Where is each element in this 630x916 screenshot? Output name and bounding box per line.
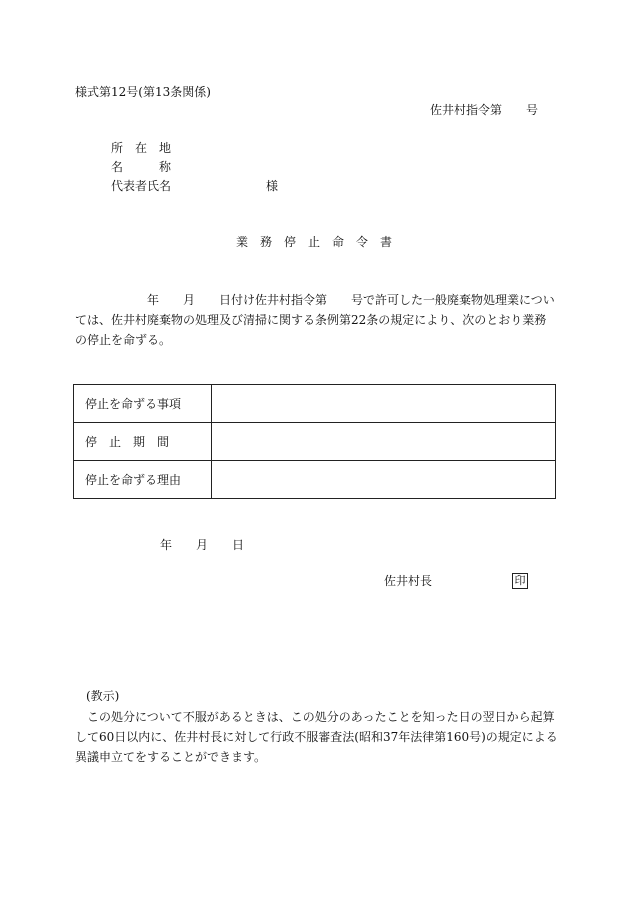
issuer-title: 佐井村長 [384, 574, 433, 588]
row-value-reason [212, 461, 556, 499]
representative-label: 代表者氏名 [111, 179, 172, 193]
instruction-text: この処分について不服があるときは、この処分のあったことを知った日の翌日から起算して60日以内に、佐井村長に対して行政不服審査法(昭和37年法律第160号)の規定による異議申立てをすることができます。 [75, 710, 558, 764]
table-row [74, 385, 556, 423]
document-title: 業 務 停 止 命 令 書 [236, 235, 393, 249]
name-label: 名 称 [111, 160, 172, 174]
order-table [73, 384, 556, 499]
instruction-heading: (教示) [86, 689, 120, 703]
seal-mark: 印 [512, 573, 528, 589]
table-row [74, 423, 556, 461]
document-number: 佐井村指令第 号 [430, 103, 539, 117]
honorific: 様 [266, 179, 279, 193]
row-label-period: 停 止 期 間 [74, 423, 212, 461]
body-paragraph: 年 月 日付け佐井村指令第 号で許可した一般廃棄物処理業については、佐井村廃棄物の処理及び清掃に関する条例第22条の規定により、次のとおり業務の停止を命ずる。 [75, 293, 555, 347]
issue-date: 年 月 日 [160, 538, 245, 552]
form-number: 様式第12号(第13条関係) [75, 85, 211, 99]
location-label: 所 在 地 [111, 141, 172, 155]
row-label-matter: 停止を命ずる事項 [74, 385, 212, 423]
row-value-matter [212, 385, 556, 423]
row-value-period [212, 423, 556, 461]
table-row [74, 461, 556, 499]
row-label-reason: 停止を命ずる理由 [74, 461, 212, 499]
